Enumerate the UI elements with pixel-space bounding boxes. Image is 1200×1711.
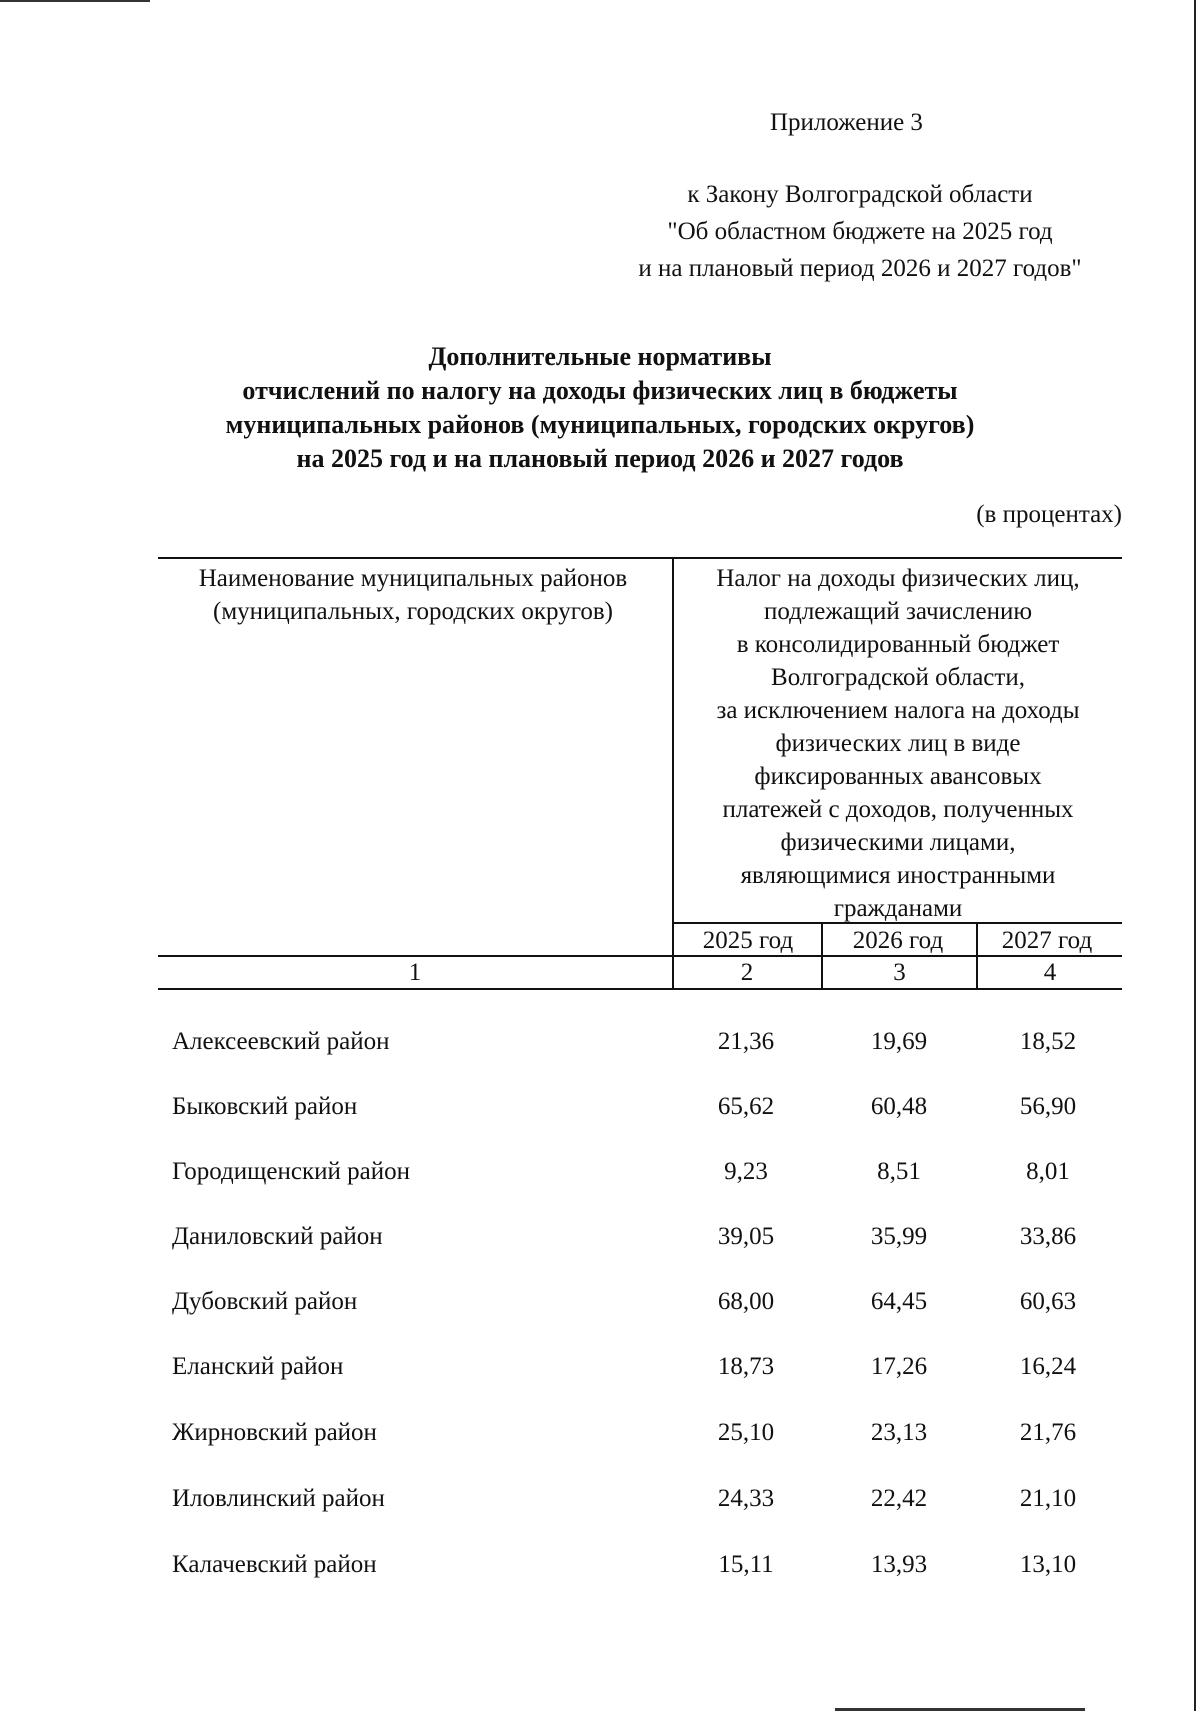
district-name: Еланский район bbox=[172, 1353, 344, 1380]
year-header-2027: 2027 год bbox=[1001, 927, 1093, 954]
value-2025: 9,23 bbox=[724, 1158, 768, 1185]
value-2027: 8,01 bbox=[1026, 1158, 1070, 1185]
value-2027: 13,10 bbox=[1019, 1551, 1077, 1578]
value-2025: 24,33 bbox=[717, 1485, 775, 1512]
value-2027: 21,76 bbox=[1019, 1419, 1077, 1446]
table-border-top bbox=[158, 557, 1122, 559]
column-header-name bbox=[158, 562, 668, 628]
column-header-tax-line: являющимися иностранными bbox=[740, 862, 1056, 889]
column-number-4: 4 bbox=[1043, 959, 1057, 986]
year-header-2025: 2025 год bbox=[702, 927, 794, 954]
document-title-line: Дополнительные нормативы bbox=[428, 342, 772, 371]
district-name: Жирновский район bbox=[172, 1419, 377, 1446]
column-header-tax-line: платежей с доходов, полученных bbox=[722, 796, 1074, 823]
column-header-tax-line: Налог на доходы физических лиц, bbox=[716, 565, 1080, 592]
document-title-line: муниципальных районов (муниципальных, городских округов) bbox=[225, 410, 975, 439]
value-2027: 33,86 bbox=[1019, 1223, 1077, 1250]
value-2026: 8,51 bbox=[877, 1158, 921, 1185]
column-numbers-border-bottom bbox=[158, 988, 1122, 990]
value-2025: 21,36 bbox=[717, 1028, 775, 1055]
district-name: Калачевский район bbox=[172, 1551, 377, 1578]
value-2026: 22,42 bbox=[870, 1485, 928, 1512]
value-2027: 60,63 bbox=[1019, 1288, 1077, 1315]
law-reference-line: и на плановый период 2026 и 2027 годов" bbox=[638, 255, 1082, 282]
value-2025: 65,62 bbox=[717, 1093, 775, 1120]
district-name: Даниловский район bbox=[172, 1223, 383, 1250]
table-row bbox=[0, 1545, 1200, 1585]
column-number-2: 2 bbox=[740, 959, 754, 986]
column-header-tax-line: Волгоградской области, bbox=[771, 664, 1025, 691]
column-header-tax-line: гражданами bbox=[833, 895, 963, 922]
scan-artifact-top bbox=[0, 0, 150, 2]
column-header-name-line: Наименование муниципальных районов bbox=[198, 565, 628, 592]
column-header-tax-line: за исключением налога на доходы bbox=[716, 697, 1080, 724]
district-name: Городищенский район bbox=[172, 1158, 410, 1185]
column-header-tax-line: физическими лицами, bbox=[780, 829, 1016, 856]
value-2025: 25,10 bbox=[717, 1419, 775, 1446]
annex-title: Приложение 3 bbox=[770, 109, 923, 136]
table-row bbox=[0, 1282, 1200, 1322]
value-2027: 16,24 bbox=[1019, 1353, 1077, 1380]
year-header-border bbox=[673, 922, 1122, 924]
document-title bbox=[100, 340, 1100, 476]
law-reference-line: к Закону Волгоградской области bbox=[687, 181, 1033, 208]
value-2026: 17,26 bbox=[870, 1353, 928, 1380]
column-header-tax-line: физических лиц в виде bbox=[775, 730, 1021, 757]
column-header-tax-line: фиксированных авансовых bbox=[754, 763, 1042, 790]
law-reference-line: "Об областном бюджете на 2025 год bbox=[667, 218, 1053, 245]
value-2025: 68,00 bbox=[717, 1288, 775, 1315]
value-2026: 60,48 bbox=[870, 1093, 928, 1120]
value-2026: 19,69 bbox=[870, 1028, 928, 1055]
document-title-line: отчислений по налогу на доходы физических лиц в бюджеты bbox=[242, 376, 958, 405]
table-row bbox=[0, 1022, 1200, 1062]
column-header-tax-line: в консолидированный бюджет bbox=[736, 631, 1060, 658]
table-row bbox=[0, 1087, 1200, 1127]
value-2026: 23,13 bbox=[870, 1419, 928, 1446]
table-row bbox=[0, 1347, 1200, 1387]
scan-artifact-right bbox=[1194, 0, 1196, 1711]
document-title-line: на 2025 год и на плановый период 2026 и 2027 годов bbox=[296, 444, 904, 473]
column-header-name-line: (муниципальных, городских округов) bbox=[213, 598, 613, 625]
value-2027: 21,10 bbox=[1019, 1485, 1077, 1512]
district-name: Дубовский район bbox=[172, 1288, 358, 1315]
column-header-tax bbox=[674, 562, 1122, 925]
value-2025: 18,73 bbox=[717, 1353, 775, 1380]
value-2026: 35,99 bbox=[870, 1223, 928, 1250]
column-numbers-border-top bbox=[158, 955, 1122, 957]
district-name: Алексеевский район bbox=[172, 1028, 390, 1055]
value-2027: 18,52 bbox=[1019, 1028, 1077, 1055]
table-row bbox=[0, 1413, 1200, 1453]
value-2025: 15,11 bbox=[718, 1551, 774, 1578]
table-row bbox=[0, 1479, 1200, 1519]
column-number-3: 3 bbox=[893, 959, 906, 986]
table-row bbox=[0, 1217, 1200, 1257]
district-name: Быковский район bbox=[172, 1093, 358, 1120]
table-row bbox=[0, 1152, 1200, 1192]
value-2026: 64,45 bbox=[870, 1288, 928, 1315]
value-2027: 56,90 bbox=[1019, 1093, 1077, 1120]
units-note: (в процентах) bbox=[976, 501, 1122, 528]
law-reference bbox=[600, 176, 1120, 287]
value-2025: 39,05 bbox=[717, 1223, 775, 1250]
column-header-tax-line: подлежащий зачислению bbox=[763, 598, 1033, 625]
year-header-2026: 2026 год bbox=[852, 927, 944, 954]
value-2026: 13,93 bbox=[870, 1551, 928, 1578]
district-name: Иловлинский район bbox=[172, 1485, 385, 1512]
column-number-1: 1 bbox=[408, 959, 422, 986]
